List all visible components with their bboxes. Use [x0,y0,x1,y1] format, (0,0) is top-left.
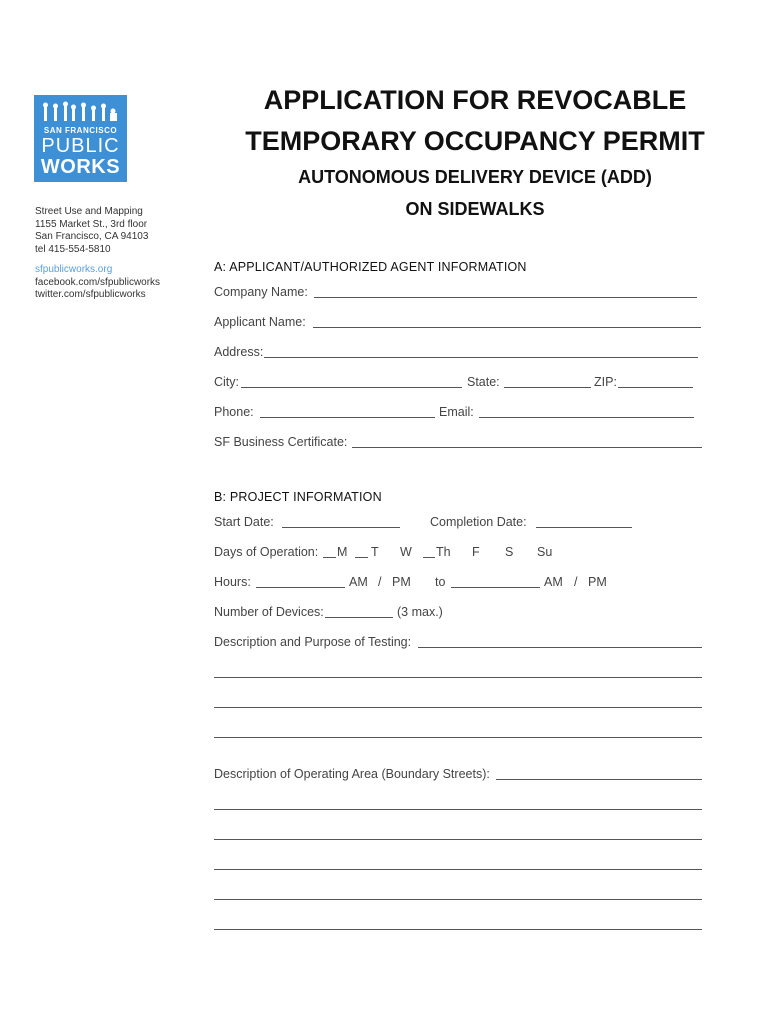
devices-field[interactable] [325,617,393,618]
hours-from-field[interactable] [256,587,345,588]
day-tuesday-blank[interactable] [355,557,368,558]
contact-info [35,206,160,302]
operating-area-line[interactable] [214,929,702,930]
operating-area-label: Description of Operating Area (Boundary Streets): [214,767,490,781]
start-date-field[interactable] [282,527,400,528]
devices-label: Number of Devices: [214,605,324,619]
company-name-field[interactable] [314,297,697,298]
devices-max-note: (3 max.) [397,605,443,619]
address-label: Address: [214,345,264,359]
hours-to-am[interactable]: AM [544,575,563,589]
day-wednesday[interactable]: W [400,545,412,559]
workers-silhouette-icon [42,101,118,123]
day-thursday-blank[interactable] [423,557,435,558]
twitter-link[interactable]: twitter.com/sfpublicworks [35,289,146,300]
hours-to-pm[interactable]: PM [588,575,607,589]
testing-description-line[interactable] [214,737,702,738]
applicant-name-label: Applicant Name: [214,315,306,329]
hours-from-slash: / [378,575,382,589]
logo-sf-text: SAN FRANCISCO [43,126,118,135]
section-b-heading: B: PROJECT INFORMATION [214,490,382,504]
city-field[interactable] [241,387,462,388]
testing-description-label: Description and Purpose of Testing: [214,635,412,649]
contact-line: San Francisco, CA 94103 [35,231,149,242]
day-tuesday[interactable]: T [371,545,379,559]
start-date-label: Start Date: [214,515,274,529]
state-field[interactable] [504,387,591,388]
hours-from-pm[interactable]: PM [392,575,411,589]
subtitle-line-2: ON SIDEWALKS [405,199,545,219]
day-saturday[interactable]: S [505,545,514,559]
day-monday[interactable]: M [337,545,348,559]
day-sunday[interactable]: Su [537,545,553,559]
email-field[interactable] [479,417,694,418]
hours-to-label: to [435,575,446,589]
testing-description-line[interactable] [214,707,702,708]
subtitle-line-1: AUTONOMOUS DELIVERY DEVICE (ADD) [298,167,652,187]
testing-description-line[interactable] [214,677,702,678]
logo-works-text: WORKS [40,156,121,178]
day-thursday[interactable]: Th [436,545,451,559]
email-label: Email: [439,405,474,419]
city-label: City: [214,375,239,389]
logo-public-text: PUBLIC [41,135,120,157]
days-label: Days of Operation: [214,545,319,559]
hours-from-am[interactable]: AM [349,575,368,589]
address-field[interactable] [264,357,698,358]
contact-line: Street Use and Mapping [35,206,143,217]
operating-area-field[interactable] [496,779,702,780]
operating-area-line[interactable] [214,809,702,810]
completion-date-label: Completion Date: [430,515,527,529]
title-line-1: APPLICATION FOR REVOCABLE [263,85,687,115]
zip-field[interactable] [618,387,693,388]
business-cert-label: SF Business Certificate: [214,435,348,449]
business-cert-field[interactable] [352,447,702,448]
testing-description-field[interactable] [418,647,702,648]
contact-line: 1155 Market St., 3rd floor [35,218,148,230]
company-name-label: Company Name: [214,285,308,299]
phone-field[interactable] [260,417,435,418]
section-a-heading: A: APPLICANT/AUTHORIZED AGENT INFORMATION [214,260,527,274]
state-label: State: [467,375,500,389]
hours-label: Hours: [214,575,251,589]
zip-label: ZIP: [594,375,617,389]
hours-to-slash: / [574,575,578,589]
operating-area-line[interactable] [214,899,702,900]
applicant-name-field[interactable] [313,327,701,328]
website-link[interactable]: sfpublicworks.org [35,264,113,275]
day-friday[interactable]: F [472,545,480,559]
day-monday-blank[interactable] [323,557,336,558]
sf-public-works-logo [34,95,127,182]
facebook-link[interactable]: facebook.com/sfpublicworks [35,276,161,288]
phone-label: Phone: [214,405,254,419]
title-line-2: TEMPORARY OCCUPANCY PERMIT [245,126,705,156]
operating-area-line[interactable] [214,839,702,840]
hours-to-field[interactable] [451,587,540,588]
operating-area-line[interactable] [214,869,702,870]
completion-date-field[interactable] [536,527,632,528]
contact-line: tel 415-554-5810 [35,243,111,255]
